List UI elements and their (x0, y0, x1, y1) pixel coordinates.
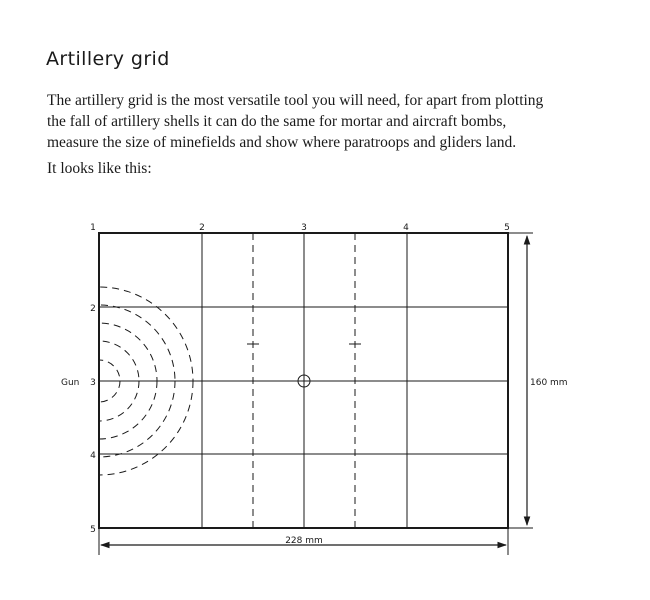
top-label-2: 2 (199, 223, 205, 233)
top-label-4: 4 (403, 223, 409, 233)
top-label-5: 5 (504, 223, 510, 233)
left-label-3: 3 (90, 378, 96, 388)
top-label-1: 1 (90, 223, 96, 233)
top-label-3: 3 (301, 223, 307, 233)
intro-line-1: The artillery grid is the most versatile tool you will need, for apart from plotting (47, 92, 544, 109)
gun-label: Gun (61, 378, 80, 388)
outro-paragraph: It looks like this: (47, 160, 152, 177)
intro-line-3: measure the size of minefields and show where paratroops and gliders land. (47, 134, 517, 151)
left-label-5: 5 (90, 525, 96, 535)
width-label: 228 mm (285, 536, 323, 546)
intro-line-2: the fall of artillery shells it can do the same for mortar and aircraft bombs, (47, 113, 507, 130)
height-label: 160 mm (530, 378, 568, 388)
left-label-2: 2 (90, 304, 96, 314)
left-label-4: 4 (90, 451, 96, 461)
section-heading: Artillery grid (46, 48, 170, 70)
